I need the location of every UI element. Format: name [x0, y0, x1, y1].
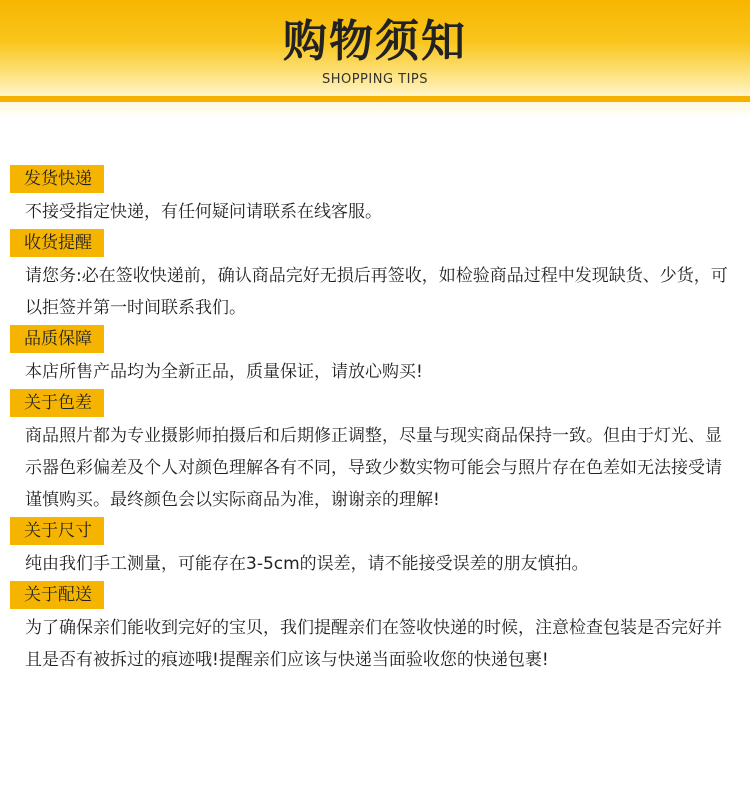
header-banner: [0, 0, 750, 118]
section-text: 本店所售产品均为全新正品，质量保证，请放心购买!: [25, 362, 423, 382]
section-quality: [0, 324, 750, 388]
section-receipt: [0, 228, 750, 324]
section-text: 纯由我们手工测量，可能存在3-5cm的误差，请不能接受误差的朋友慎拍。: [25, 554, 589, 574]
section-text: 为了确保亲们能收到完好的宝贝，我们提醒亲们在签收快递的时候，注意检查包装是否完好并且是否有被拆过的痕迹哦!提醒亲们应该与快递当面验收您的快递包裹!: [25, 618, 722, 670]
section-label: 品质保障: [10, 325, 104, 353]
section-color: [0, 388, 750, 516]
banner-stripe: [0, 96, 750, 102]
tips-list: [0, 164, 750, 676]
page-subtitle: SHOPPING TIPS: [321, 72, 429, 87]
page-title: 购物须知: [283, 16, 467, 67]
section-text: 不接受指定快递，有任何疑问请联系在线客服。: [25, 202, 382, 222]
section-label: 收货提醒: [10, 229, 104, 257]
section-label: 关于配送: [10, 581, 104, 609]
section-size: [0, 516, 750, 580]
section-text: 商品照片都为专业摄影师拍摄后和后期修正调整，尽量与现实商品保持一致。但由于灯光、显示器色彩偏差及个人对颜色理解各有不同，导致少数实物可能会与照片存在色差如无法接受请谨慎购买。最终颜色会以实际商品为准，谢谢亲的理解!: [25, 426, 722, 510]
section-label: 关于色差: [10, 389, 104, 417]
section-shipping: [0, 164, 750, 228]
section-label: 发货快递: [10, 165, 104, 193]
section-text: 请您务:必在签收快递前，确认商品完好无损后再签收，如检验商品过程中发现缺货、少货，可以拒签并第一时间联系我们。: [25, 266, 728, 318]
section-label: 关于尺寸: [10, 517, 104, 545]
section-delivery: [0, 580, 750, 676]
